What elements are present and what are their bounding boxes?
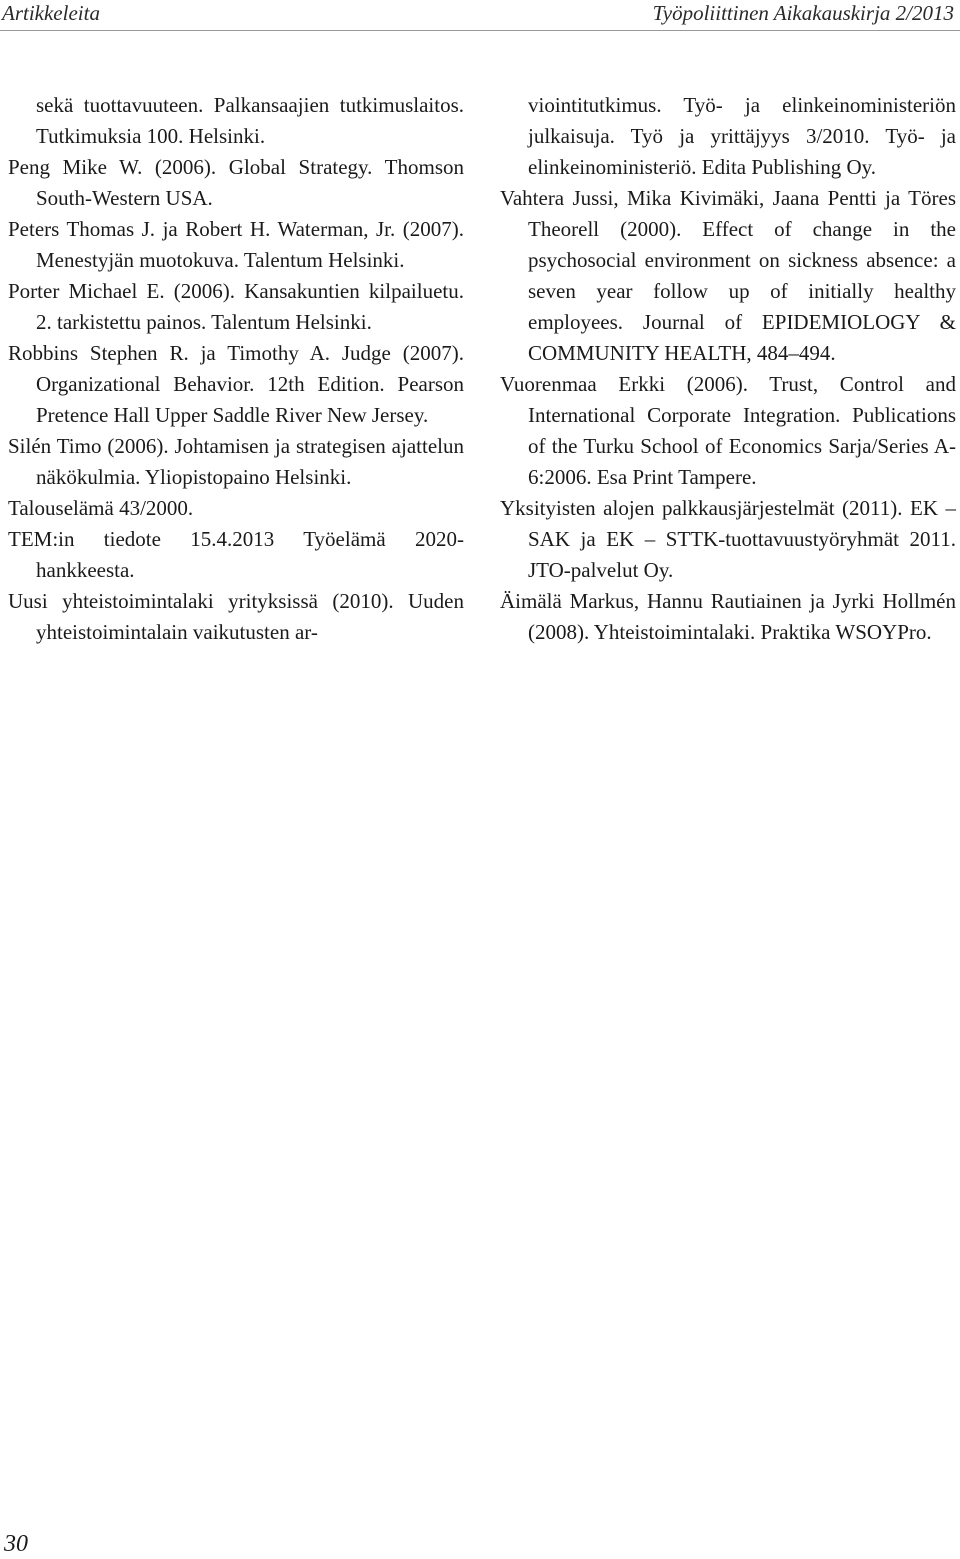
reference-column-left xyxy=(8,90,464,648)
reference-entry: Uusi yhteistoimintalaki yrityksissä (2010). Uuden yhteistoimintalain vaikutusten ar- xyxy=(8,589,464,644)
header-divider xyxy=(0,30,960,31)
reference-entry: viointitutkimus. Työ- ja elinkeinoministeriön julkaisuja. Työ ja yrittäjyys 3/2010. Työ- ja elinkeinoministeriö. Edita Publishing Oy. xyxy=(528,93,956,179)
reference-entry: Silén Timo (2006). Johtamisen ja strategisen ajattelun näkökulmia. Yliopistopaino Helsinki. xyxy=(8,434,464,489)
journal-title: Työpoliittinen Aikakauskirja 2/2013 xyxy=(652,1,954,25)
section-title: Artikkeleita xyxy=(2,1,100,25)
reference-entry: Äimälä Markus, Hannu Rautiainen ja Jyrki Hollmén (2008). Yhteistoimintalaki. Praktika WSOYPro. xyxy=(500,589,956,644)
reference-entry: Peters Thomas J. ja Robert H. Waterman, Jr. (2007). Menestyjän muotokuva. Talentum Helsinki. xyxy=(8,217,464,272)
reference-entry: TEM:in tiedote 15.4.2013 Työelämä 2020-hankkeesta. xyxy=(8,527,464,582)
reference-entry: Porter Michael E. (2006). Kansakuntien kilpailuetu. 2. tarkistettu painos. Talentum Helsinki. xyxy=(8,279,464,334)
reference-entry: Vuorenmaa Erkki (2006). Trust, Control and International Corporate Integration. Publications of the Turku School of Economics Sarja/Series A-6:2006. Esa Print Tampere. xyxy=(500,372,956,489)
reference-entry: Robbins Stephen R. ja Timothy A. Judge (2007). Organizational Behavior. 12th Edition. Pearson Pretence Hall Upper Saddle River New Jersey. xyxy=(8,341,464,427)
reference-entry: Vahtera Jussi, Mika Kivimäki, Jaana Pentti ja Töres Theorell (2000). Effect of change in the psychosocial environment on sickness absence: a seven year follow up of initially healthy employees. Journal of EPIDEMIOLOGY & COMMUNITY HEALTH, 484–494. xyxy=(500,186,956,365)
reference-column-right xyxy=(500,90,956,648)
reference-entry: sekä tuottavuuteen. Palkansaajien tutkimuslaitos. Tutkimuksia 100. Helsinki. xyxy=(36,93,464,148)
reference-entry: Talouselämä 43/2000. xyxy=(8,496,194,520)
reference-entry: Peng Mike W. (2006). Global Strategy. Thomson South-Western USA. xyxy=(8,155,464,210)
running-header xyxy=(0,0,960,30)
reference-entry: Yksityisten alojen palkkausjärjestelmät (2011). EK – SAK ja EK – STTK-tuottavuustyöryhmät 2011. JTO-palvelut Oy. xyxy=(500,496,956,582)
page-number: 30 xyxy=(4,1531,28,1557)
